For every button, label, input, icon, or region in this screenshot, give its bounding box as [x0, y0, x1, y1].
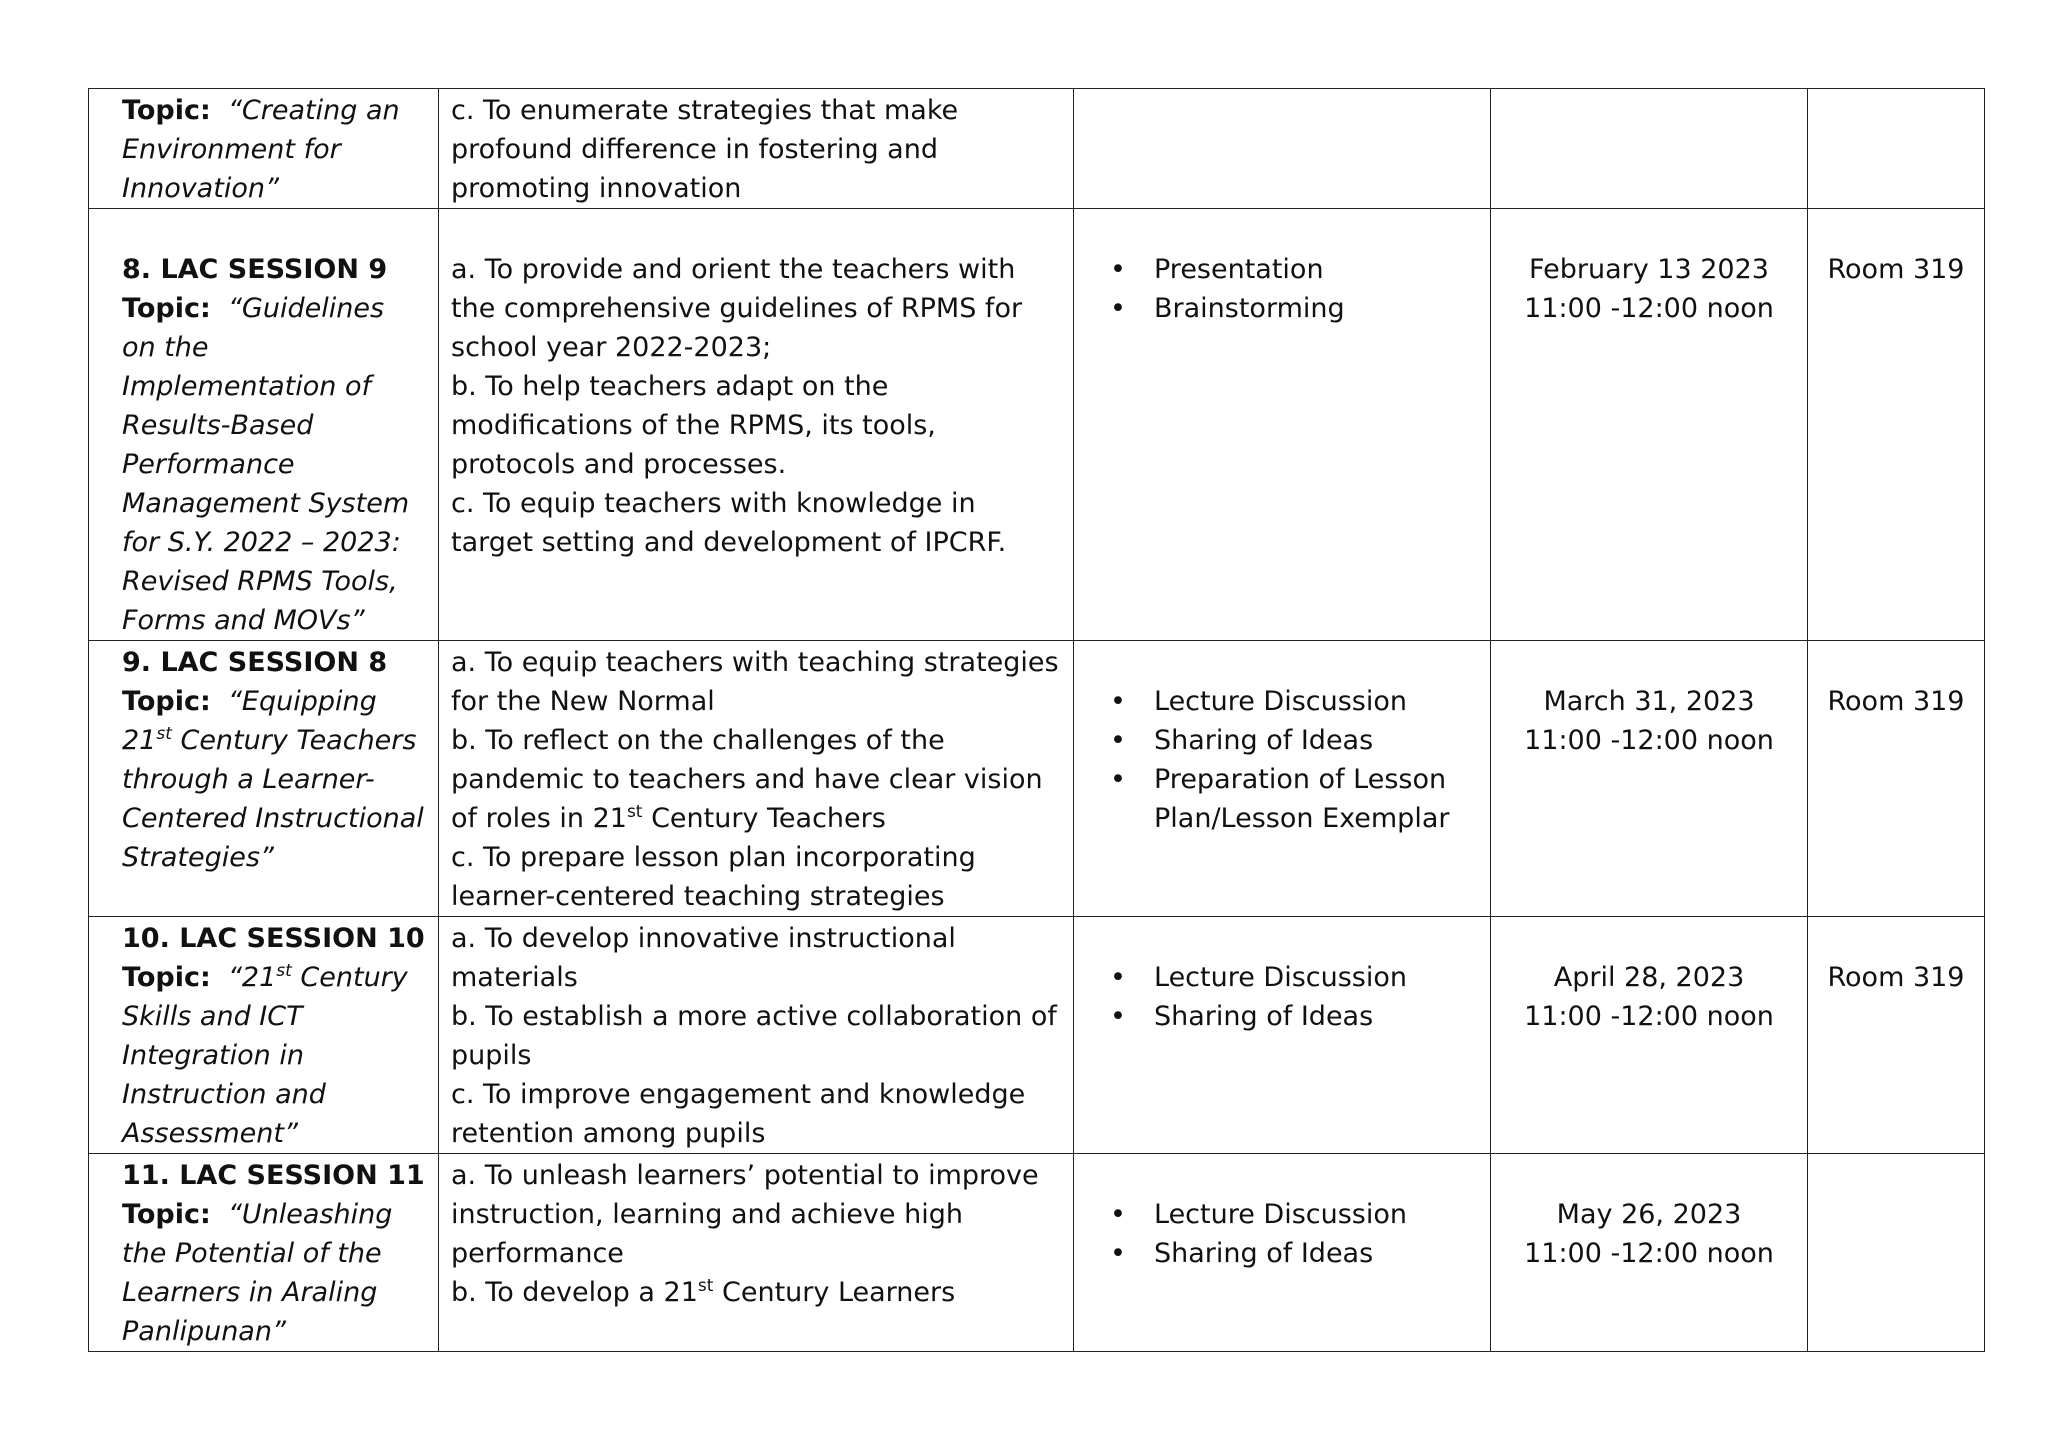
activity-item: • Preparation of Lesson Plan/Lesson Exemplar: [1154, 760, 1478, 838]
objective: b. To reflect on the challenges of the pandemic to teachers and have clear vision of roles in 21st Century Teachers: [451, 725, 1043, 834]
venue-cell: [1808, 641, 1985, 917]
topic-title: “Equipping 21st Century Teachers through a Learner-Centered Instructional Strategies”: [122, 686, 424, 873]
topic-cell: [89, 89, 439, 209]
table-row: [89, 641, 1985, 917]
activities-list: [1086, 1195, 1478, 1273]
table-row: [89, 1154, 1985, 1352]
session-time: 11:00 -12:00 noon: [1524, 1001, 1774, 1032]
session-title: 8. LAC SESSION 9: [122, 254, 388, 285]
venue-cell: [1808, 209, 1985, 641]
schedule-cell: [1491, 917, 1808, 1154]
objective: b. To help teachers adapt on the modifications of the RPMS, its tools, protocols and processes.: [451, 371, 936, 480]
session-date: February 13 2023: [1529, 254, 1769, 285]
session-title: 9. LAC SESSION 8: [122, 647, 388, 678]
activity-item: • Sharing of Ideas: [1154, 1234, 1478, 1273]
topic-label: Topic:: [122, 1199, 211, 1230]
session-cell: [89, 641, 439, 917]
session-cell: [89, 209, 439, 641]
session-title: 11. LAC SESSION 11: [122, 1160, 425, 1191]
session-cell: [89, 1154, 439, 1352]
topic-label: Topic:: [122, 293, 211, 324]
activities-cell: [1074, 89, 1491, 209]
activity-item: • Lecture Discussion: [1154, 682, 1478, 721]
activities-cell: [1074, 641, 1491, 917]
objectives-cell: [439, 641, 1074, 917]
venue: Room 319: [1827, 254, 1965, 285]
venue: Room 319: [1827, 686, 1965, 717]
session-time: 11:00 -12:00 noon: [1524, 293, 1774, 324]
activity-item: • Lecture Discussion: [1154, 958, 1478, 997]
objective: a. To provide and orient the teachers with the comprehensive guidelines of RPMS for school year 2022-2023;: [451, 254, 1023, 363]
activities-list: [1086, 958, 1478, 1036]
session-date: March 31, 2023: [1543, 686, 1755, 717]
activities-list: [1086, 250, 1478, 328]
activities-cell: [1074, 209, 1491, 641]
objective: b. To develop a 21st Century Learners: [451, 1276, 956, 1308]
session-time: 11:00 -12:00 noon: [1524, 725, 1774, 756]
topic-title: “21st Century Skills and ICT Integration in Instruction and Assessment”: [122, 961, 408, 1149]
topic-label: Topic:: [122, 686, 211, 717]
objectives-cell: [439, 1154, 1074, 1352]
objective: c. To equip teachers with knowledge in target setting and development of IPCRF.: [451, 488, 1007, 558]
lac-plan-table: [88, 88, 1985, 1352]
schedule-cell: [1491, 209, 1808, 641]
activity-item: • Brainstorming: [1154, 289, 1478, 328]
activities-cell: [1074, 1154, 1491, 1352]
venue: Room 319: [1827, 962, 1965, 993]
schedule-cell: [1491, 1154, 1808, 1352]
schedule-cell: [1491, 641, 1808, 917]
objectives-cell: [439, 89, 1074, 209]
session-date: April 28, 2023: [1553, 962, 1745, 993]
session-cell: [89, 917, 439, 1154]
session-time: 11:00 -12:00 noon: [1524, 1238, 1774, 1269]
objective: a. To unleash learners’ potential to improve instruction, learning and achieve high performance: [451, 1160, 1039, 1269]
table-row: [89, 89, 1985, 209]
session-date: May 26, 2023: [1556, 1199, 1742, 1230]
session-title: 10. LAC SESSION 10: [122, 923, 425, 954]
table-row: [89, 917, 1985, 1154]
table-row: [89, 209, 1985, 641]
objective: c. To improve engagement and knowledge retention among pupils: [451, 1079, 1026, 1149]
activity-item: • Sharing of Ideas: [1154, 997, 1478, 1036]
activities-list: [1086, 682, 1478, 838]
topic-title: “Guidelines on the Implementation of Results-Based Performance Management System for S.Y. 2022 – 2023: Revised RPMS Tools, Forms and MOVs”: [122, 293, 410, 636]
schedule-cell: [1491, 89, 1808, 209]
activities-cell: [1074, 917, 1491, 1154]
activity-item: • Sharing of Ideas: [1154, 721, 1478, 760]
objective: a. To develop innovative instructional materials: [451, 923, 956, 993]
venue-cell: [1808, 1154, 1985, 1352]
objective: b. To establish a more active collaboration of pupils: [451, 1001, 1057, 1071]
objectives-cell: [439, 917, 1074, 1154]
topic-title: “Unleashing the Potential of the Learners in Araling Panlipunan”: [122, 1199, 393, 1347]
objective: c. To enumerate strategies that make profound difference in fostering and promoting innovation: [451, 95, 959, 204]
objective: a. To equip teachers with teaching strategies for the New Normal: [451, 647, 1059, 717]
topic-label: Topic:: [122, 962, 211, 993]
venue-cell: [1808, 89, 1985, 209]
activity-item: • Presentation: [1154, 250, 1478, 289]
venue-cell: [1808, 917, 1985, 1154]
topic-label: Topic:: [122, 95, 211, 126]
objective: c. To prepare lesson plan incorporating learner-centered teaching strategies: [451, 842, 976, 912]
objectives-cell: [439, 209, 1074, 641]
topic-title: “Creating an Environment for Innovation”: [122, 95, 400, 204]
activity-item: • Lecture Discussion: [1154, 1195, 1478, 1234]
